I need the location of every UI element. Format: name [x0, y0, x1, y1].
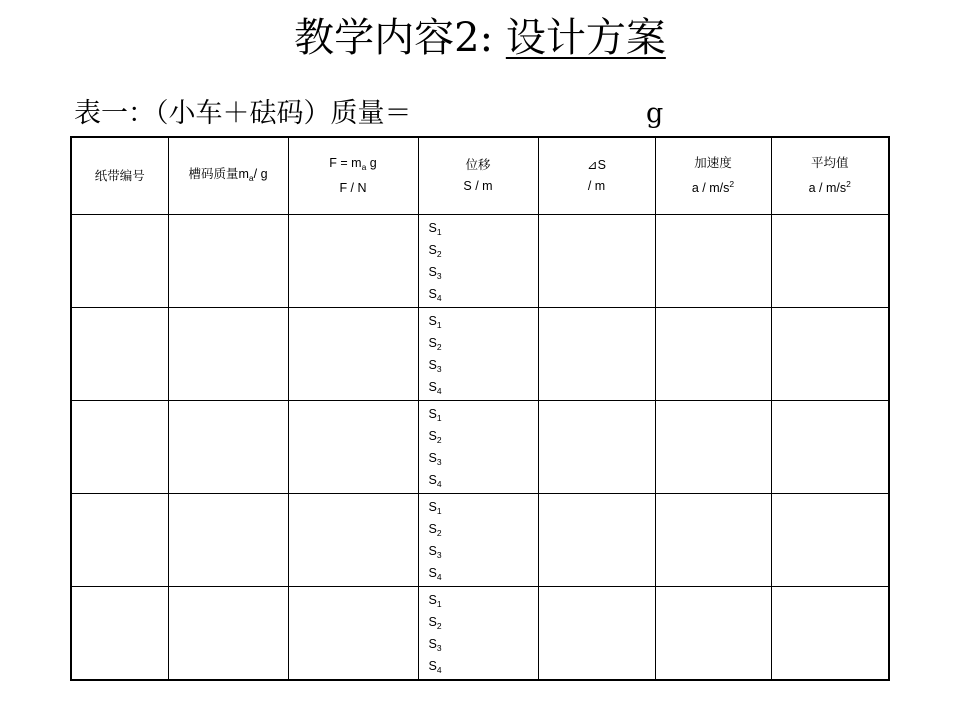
header-average-line1: 平均值 — [810, 156, 849, 170]
displacement-symbol: S — [428, 544, 437, 558]
empty-cell — [168, 494, 288, 587]
empty-cell — [655, 587, 771, 681]
displacement-index: 4 — [436, 572, 442, 582]
displacement-symbol: S — [428, 407, 437, 421]
empty-cell — [288, 215, 418, 308]
empty-cell — [538, 587, 655, 681]
table-row — [71, 308, 889, 401]
displacement-symbol: S — [428, 451, 437, 465]
header-hook-mass-tail: / g — [253, 166, 268, 181]
header-average-line2 — [772, 174, 889, 199]
header-hook-mass-main: 槽码质量m — [188, 166, 249, 181]
displacement-index: 3 — [436, 550, 442, 560]
displacement-symbol: S — [428, 429, 437, 443]
empty-cell — [771, 401, 889, 494]
header-acceleration-unit: a / m/s — [691, 181, 730, 195]
empty-cell — [538, 401, 655, 494]
displacement-index: 1 — [436, 320, 442, 330]
displacement-symbol: S — [428, 615, 437, 629]
displacement-label — [429, 403, 538, 425]
header-acceleration-line1: 加速度 — [694, 156, 732, 170]
empty-cell — [71, 401, 168, 494]
caption-unit: g — [646, 98, 664, 129]
header-tape-number — [71, 137, 168, 215]
displacement-index: 2 — [436, 528, 442, 538]
displacement-index: 1 — [436, 413, 442, 423]
empty-cell — [771, 308, 889, 401]
title-main: 设计方案 — [505, 15, 666, 61]
displacement-label — [429, 283, 538, 305]
displacement-cell — [418, 494, 538, 587]
displacement-symbol: S — [428, 593, 437, 607]
displacement-label — [429, 562, 538, 584]
empty-cell — [771, 494, 889, 587]
displacement-label — [429, 217, 538, 239]
displacement-label — [429, 354, 538, 376]
displacement-index: 2 — [436, 435, 442, 445]
empty-cell — [288, 494, 418, 587]
empty-cell — [168, 401, 288, 494]
empty-cell — [71, 494, 168, 587]
displacement-label — [429, 261, 538, 283]
header-displacement-line2: S / m — [463, 179, 493, 193]
displacement-index: 1 — [436, 506, 442, 516]
displacement-label — [429, 518, 538, 540]
empty-cell — [655, 215, 771, 308]
empty-cell — [288, 308, 418, 401]
table-row — [71, 494, 889, 587]
displacement-cell — [418, 401, 538, 494]
data-table — [70, 136, 890, 681]
displacement-label — [429, 376, 538, 398]
displacement-symbol: S — [428, 287, 437, 301]
header-acceleration — [655, 137, 771, 215]
displacement-symbol: S — [428, 500, 437, 514]
table-caption — [74, 92, 934, 136]
displacement-symbol: S — [428, 637, 437, 651]
header-force-sub: a — [361, 162, 367, 172]
displacement-symbol: S — [428, 265, 437, 279]
header-delta-s-line1: ⊿S — [587, 158, 606, 172]
empty-cell — [168, 215, 288, 308]
empty-cell — [771, 215, 889, 308]
table-row — [71, 587, 889, 681]
header-displacement-line1: 位移 — [465, 158, 491, 172]
displacement-index: 2 — [436, 249, 442, 259]
displacement-cell — [418, 587, 538, 681]
displacement-cell — [418, 308, 538, 401]
header-delta-s-line2: / m — [587, 179, 606, 193]
displacement-index: 4 — [436, 665, 442, 675]
header-average — [771, 137, 889, 215]
header-delta-s — [538, 137, 655, 215]
empty-cell — [71, 587, 168, 681]
header-force-main: F = m — [329, 156, 362, 170]
header-average-unit: a / m/s — [808, 181, 847, 195]
header-force — [288, 137, 418, 215]
empty-cell — [538, 215, 655, 308]
empty-cell — [71, 215, 168, 308]
displacement-label — [429, 425, 538, 447]
displacement-symbol: S — [428, 358, 437, 372]
empty-cell — [655, 401, 771, 494]
displacement-label — [429, 239, 538, 261]
displacement-index: 2 — [436, 621, 442, 631]
displacement-symbol: S — [428, 522, 437, 536]
table-row — [71, 215, 889, 308]
displacement-symbol: S — [428, 336, 437, 350]
header-force-line2: F / N — [339, 181, 367, 195]
displacement-label — [429, 469, 538, 491]
displacement-index: 3 — [436, 457, 442, 467]
empty-cell — [538, 494, 655, 587]
empty-cell — [71, 308, 168, 401]
header-force-line1 — [289, 153, 418, 178]
empty-cell — [655, 494, 771, 587]
displacement-index: 4 — [436, 293, 442, 303]
caption-text: 表一：（小车＋砝码）质量＝ — [74, 98, 412, 129]
empty-cell — [168, 587, 288, 681]
displacement-symbol: S — [428, 473, 437, 487]
empty-cell — [771, 587, 889, 681]
displacement-label — [429, 611, 538, 633]
displacement-cell — [418, 215, 538, 308]
table-body — [71, 215, 889, 681]
empty-cell — [538, 308, 655, 401]
displacement-label — [429, 447, 538, 469]
header-hook-mass — [168, 137, 288, 215]
displacement-index: 1 — [436, 227, 442, 237]
header-hook-mass-sub: a — [248, 172, 254, 183]
displacement-symbol: S — [428, 659, 437, 673]
displacement-label — [429, 589, 538, 611]
displacement-label — [429, 655, 538, 677]
slide-title — [0, 10, 960, 66]
table-row — [71, 401, 889, 494]
title-prefix: 教学内容2: — [294, 15, 494, 61]
header-force-tail: g — [366, 156, 377, 170]
displacement-label — [429, 496, 538, 518]
header-row — [71, 137, 889, 215]
displacement-label — [429, 633, 538, 655]
displacement-symbol: S — [428, 566, 437, 580]
displacement-index: 3 — [436, 271, 442, 281]
empty-cell — [288, 587, 418, 681]
displacement-symbol: S — [428, 243, 437, 257]
displacement-index: 4 — [436, 386, 442, 396]
displacement-index: 4 — [436, 479, 442, 489]
displacement-index: 1 — [436, 599, 442, 609]
displacement-label — [429, 332, 538, 354]
header-average-sup: 2 — [846, 179, 851, 189]
displacement-index: 2 — [436, 342, 442, 352]
empty-cell — [655, 308, 771, 401]
displacement-label — [429, 310, 538, 332]
header-acceleration-sup: 2 — [729, 179, 735, 189]
displacement-symbol: S — [428, 314, 437, 328]
displacement-label — [429, 540, 538, 562]
header-tape-number-label: 纸带编号 — [94, 168, 145, 183]
displacement-index: 3 — [436, 643, 442, 653]
header-acceleration-line2 — [656, 174, 771, 199]
displacement-index: 3 — [436, 364, 442, 374]
displacement-symbol: S — [428, 221, 437, 235]
empty-cell — [168, 308, 288, 401]
displacement-symbol: S — [428, 380, 437, 394]
header-displacement — [418, 137, 538, 215]
empty-cell — [288, 401, 418, 494]
